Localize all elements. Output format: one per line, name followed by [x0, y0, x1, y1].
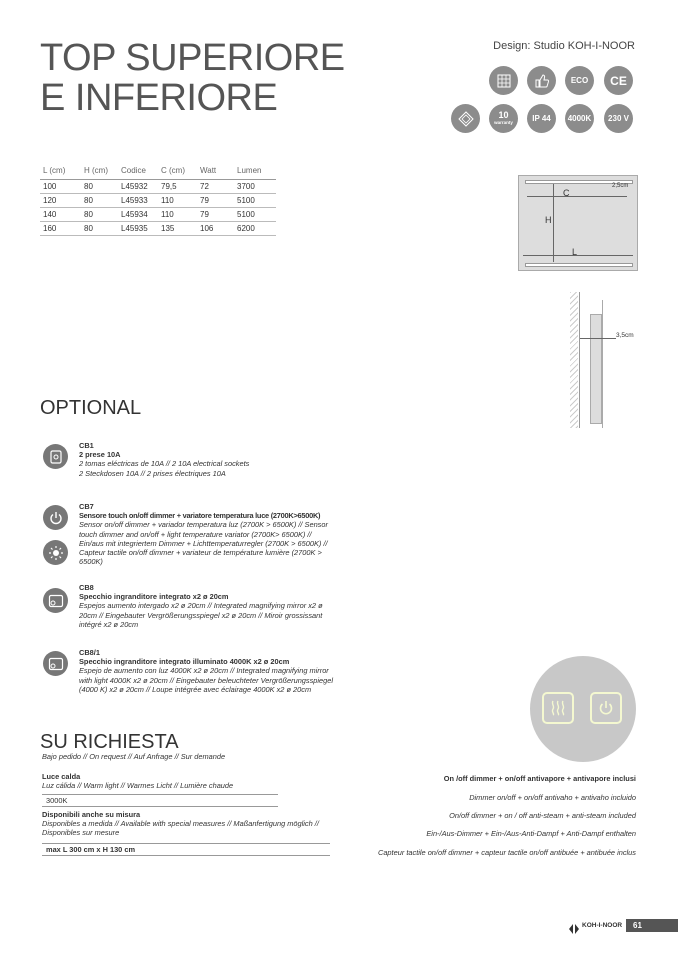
table-row [40, 208, 276, 222]
table-cell: 80 [81, 180, 118, 194]
cb1-block [79, 441, 334, 478]
h-dimension-line [553, 184, 554, 262]
table-cell: 3700 [234, 180, 276, 194]
table-cell: 6200 [234, 222, 276, 236]
c-dimension-line [527, 196, 627, 197]
depth-label: 3,5cm [616, 332, 634, 339]
eco-label: ECO [570, 76, 589, 85]
cb81-code: CB8/1 [79, 648, 100, 657]
gap-label: 2,5cm [612, 183, 629, 189]
table-row [40, 180, 276, 194]
footer-brand: KOH-I-NOOR [582, 922, 623, 929]
table-row [40, 222, 276, 236]
table-cell: 100 [40, 180, 81, 194]
color-temp-label: 4000K [567, 114, 592, 123]
table-cell: 80 [81, 222, 118, 236]
cb8-code: CB8 [79, 583, 94, 592]
page-title [40, 38, 345, 118]
col-header: Watt [197, 164, 234, 180]
table-cell: L45935 [118, 222, 158, 236]
table-cell: 5100 [234, 208, 276, 222]
table-cell: L45932 [118, 180, 158, 194]
mirror-front-diagram [518, 175, 638, 271]
disponibili-title: Disponibili anche su misura [42, 810, 141, 819]
cb7-desc: Sensor on/off dimmer + variador temperatura luz (2700K > 6500K) // Sensor touch dimmer and on/off + light temperature variator (2700K> 6500K) // Ein/aus mit integriertem Dimmer + Lichttemperaturregler (2700K > 6500K) // Capteur tactile on/off dimmer + variateur de température lumière (2700K > 6500K) [79, 520, 328, 567]
antisteam-icon [542, 692, 574, 724]
table-cell: 79 [197, 194, 234, 208]
dimmer-power-icon [590, 692, 622, 724]
cb7-code: CB7 [79, 502, 94, 511]
col-header: Lumen [234, 164, 276, 180]
control-panel-image [530, 656, 636, 762]
luce-calda-block [42, 772, 302, 790]
controls-line-it: On /off dimmer + on/off antivapore + antivapore inclusi [443, 774, 636, 783]
controls-line-fr: Capteur tactile on/off dimmer + capteur tactile on/off antibuée + antibuée inclus [377, 848, 636, 857]
page-number-label: 61 [633, 921, 642, 930]
cb7-name: Sensore touch on/off dimmer + variatore temperatura luce (2700K>6500K) [79, 511, 321, 521]
spec-table [40, 164, 276, 236]
cb8-name: Specchio ingranditore integrato x2 ø 20cm [79, 592, 229, 602]
page-number [626, 919, 678, 932]
diamond-icon [451, 104, 480, 133]
voltage-badge [604, 104, 633, 133]
table-header-row [40, 164, 276, 180]
table-cell: 79,5 [158, 180, 197, 194]
table-cell: L45934 [118, 208, 158, 222]
controls-line-es: Dimmer on/off + on/off antivaho + antivaho incluido [469, 793, 636, 802]
mirror-side-diagram [562, 292, 632, 428]
luce-calda-title: Luce calda [42, 772, 81, 781]
controls-line-de: Ein-/Aus-Dimmer + Ein-/Aus-Anti-Dampf + Anti-Dampf enthalten [426, 829, 636, 838]
optional-heading: OPTIONAL [40, 397, 142, 419]
table-cell: 135 [158, 222, 197, 236]
title-line-2: E INFERIORE [40, 77, 278, 119]
h-label: H [545, 215, 552, 225]
divider [42, 794, 278, 795]
divider [42, 806, 278, 807]
cb1-desc1: 2 tomas eléctricas de 10A // 2 10A electrical sockets [79, 459, 250, 469]
ce-label: CE [610, 73, 627, 88]
col-header: Codice [118, 164, 158, 180]
c-label: C [563, 188, 570, 198]
table-cell: 106 [197, 222, 234, 236]
cb81-desc: Espejo de aumento con luz 4000K x2 ø 20cm // Integrated magnifying mirror with light 4000K x2 ø 20cm // Eingebauter beleuchteter Vergrößerungsspiegel (4000 K) x2 ø 20cm // Loupe intégrée avec éclairage 4000K x2 ø 20cm [79, 666, 334, 694]
front-edge-line [602, 300, 603, 428]
controls-line-en: On/off dimmer + on / off anti-steam + anti-steam included [449, 811, 636, 820]
table-cell: 110 [158, 208, 197, 222]
wall-hatch [570, 292, 578, 428]
bottom-light-strip [525, 263, 633, 267]
table-cell: 5100 [234, 194, 276, 208]
grid-icon [489, 66, 518, 95]
cb8-block [79, 583, 334, 629]
cb81-block [79, 648, 334, 694]
warranty-label: warranty [494, 119, 513, 125]
mirror-profile [590, 314, 602, 424]
cb1-code: CB1 [79, 441, 94, 450]
warranty-badge [489, 104, 518, 133]
wall-line [579, 292, 580, 428]
table-cell: 72 [197, 180, 234, 194]
su-richiesta-subtitle: Bajo pedido // On request // Auf Anfrage // Sur demande [42, 752, 226, 761]
col-header: C (cm) [158, 164, 197, 180]
luce-calda-value: 3000K [46, 796, 68, 805]
depth-dimension-line [580, 338, 616, 339]
cb1-name: 2 prese 10A [79, 450, 121, 460]
socket-icon [43, 444, 68, 469]
table-cell: 80 [81, 208, 118, 222]
voltage-label: 230 V [608, 114, 629, 123]
sun-icon [43, 540, 68, 565]
col-header: H (cm) [81, 164, 118, 180]
disponibili-block [42, 810, 342, 838]
table-cell: 160 [40, 222, 81, 236]
table-row [40, 194, 276, 208]
table-cell: 80 [81, 194, 118, 208]
table-cell: 120 [40, 194, 81, 208]
warranty-years: 10 [498, 109, 509, 120]
cb81-name: Specchio ingranditore integrato illuminato 4000K x2 ø 20cm [79, 657, 290, 667]
cb8-desc: Espejos aumento intergado x2 ø 20cm // Integrated magnifying mirror x2 ø 20cm // Eingebauter Vergrößerungsspiegel x2 ø 20cm // Miroir grossissant intégré x2 ø 20cm [79, 601, 323, 629]
divider [42, 855, 330, 856]
cb1-desc2: 2 Steckdosen 10A // 2 prises électriques 10A [79, 468, 226, 478]
title-line-1: TOP SUPERIORE [40, 37, 345, 79]
ip44-label: IP 44 [532, 114, 551, 123]
brand-logo-icon [569, 921, 579, 939]
divider [42, 843, 330, 844]
color-temp-badge [565, 104, 594, 133]
thumb-up-icon [527, 66, 556, 95]
power-icon [43, 505, 68, 530]
col-header: L (cm) [40, 164, 81, 180]
disponibili-desc: Disponibles a medida // Available with special measures // Maßanfertigung möglich // Disponibles sur mesure [42, 819, 319, 838]
l-dimension-line [523, 255, 633, 256]
disponibili-value: max L 300 cm x H 130 cm [46, 845, 136, 854]
luce-calda-desc: Luz cálida // Warm light // Warmes Licht // Lumière chaude [42, 781, 234, 791]
cb7-block [79, 502, 334, 566]
table-cell: 110 [158, 194, 197, 208]
mirror-icon [43, 588, 68, 613]
eco-badge [565, 66, 594, 95]
table-cell: L45933 [118, 194, 158, 208]
table-cell: 79 [197, 208, 234, 222]
su-richiesta-heading: SU RICHIESTA [40, 731, 179, 753]
ip44-badge [527, 104, 556, 133]
l-label: L [572, 247, 578, 257]
table-cell: 140 [40, 208, 81, 222]
ce-badge [604, 66, 633, 95]
lit-mirror-icon [43, 651, 68, 676]
design-credit: Design: Studio KOH-I-NOOR [493, 40, 635, 52]
